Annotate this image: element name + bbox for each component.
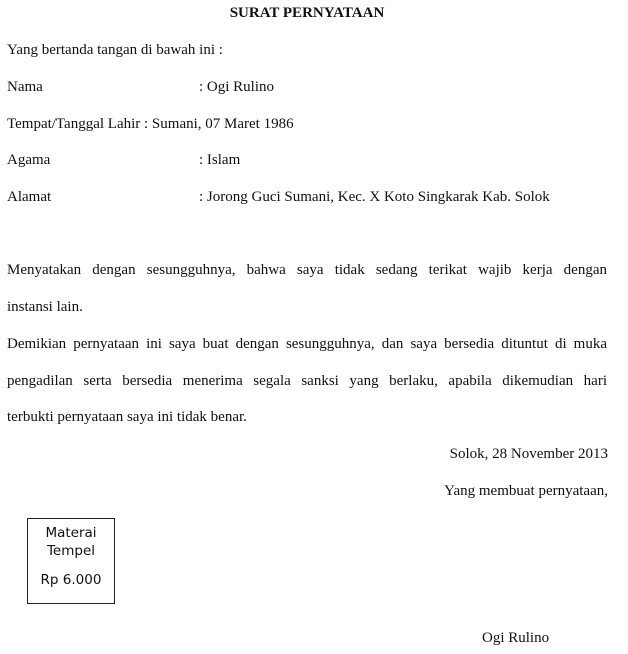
stamp-line-1: Materai [45, 525, 97, 541]
field-value-agama: : Islam [199, 152, 241, 168]
closing-line-3: terbukti pernyataan saya ini tidak benar. [7, 409, 247, 425]
stamp-line-2: Tempel [46, 543, 96, 559]
field-value-alamat: : Jorong Guci Sumani, Kec. X Koto Singkarak Kab. Solok [199, 189, 550, 205]
closing-line-1: Demikian pernyataan ini saya buat dengan sesungguhnya, dan saya bersedia dituntut di muka [7, 336, 607, 352]
field-label-agama: Agama [7, 152, 51, 168]
closing-line-2: pengadilan serta bersedia menerima segala sanksi yang berlaku, apabila dikemudian hari [7, 373, 607, 389]
document-title: SURAT PERNYATAAN [229, 5, 385, 21]
statement-line-1: Menyatakan dengan sesungguhnya, bahwa saya tidak sedang terikat wajib kerja dengan [7, 262, 607, 278]
field-value-nama: : Ogi Rulino [199, 79, 275, 95]
field-value-ttl: : Sumani, 07 Maret 1986 [144, 116, 294, 132]
intro-text: Yang bertanda tangan di bawah ini : [7, 42, 223, 58]
stamp-amount: Rp 6.000 [40, 572, 102, 588]
field-label-alamat: Alamat [7, 189, 52, 205]
field-row-ttl [7, 116, 294, 133]
field-label-nama: Nama [7, 79, 43, 95]
place-date: Solok, 28 November 2013 [449, 446, 608, 462]
field-label-ttl: Tempat/Tanggal Lahir [7, 116, 141, 132]
signer-label: Yang membuat pernyataan, [444, 483, 608, 499]
stamp-box [27, 518, 115, 604]
signer-name: Ogi Rulino [482, 630, 550, 646]
statement-line-2: instansi lain. [7, 299, 83, 315]
